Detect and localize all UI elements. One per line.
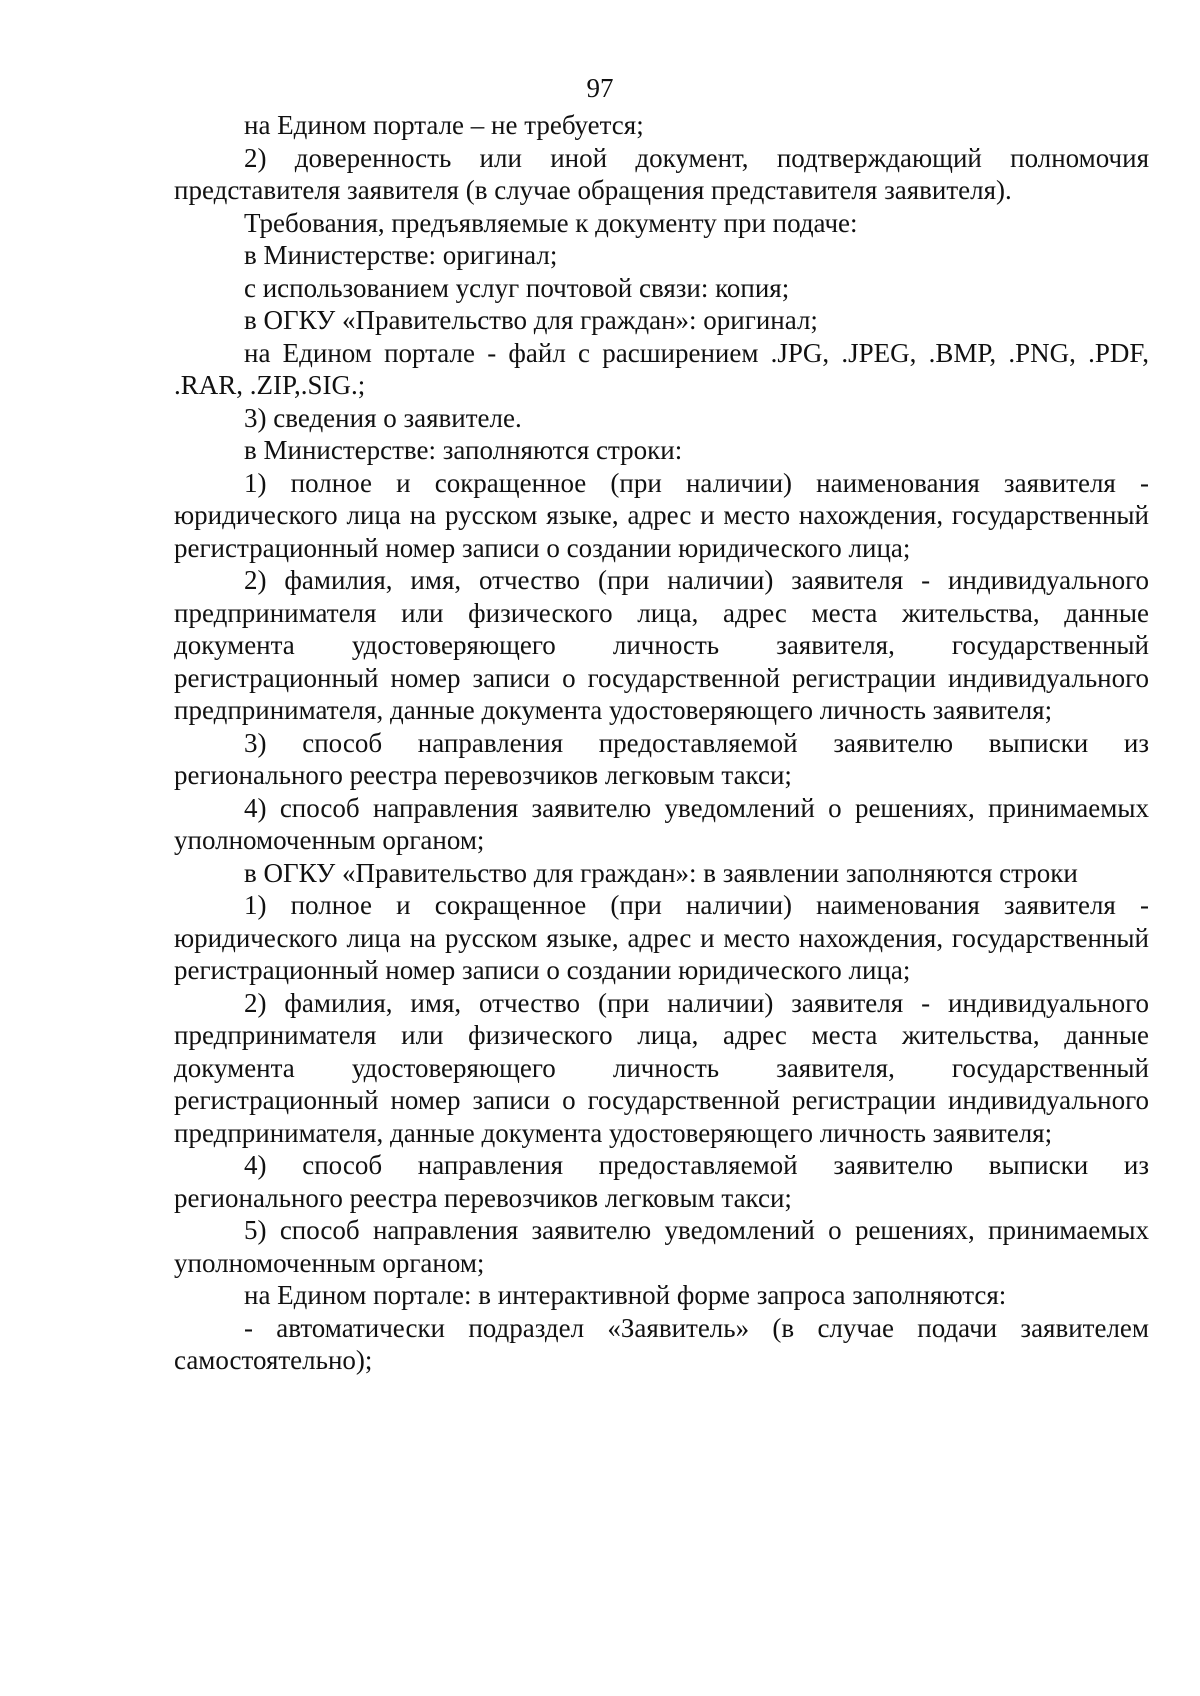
paragraph-20: - автоматически подраздел «Заявитель» (в случае подачи заявителем самостоятельно); bbox=[174, 1312, 1149, 1375]
paragraph-7: на Едином портале - файл с расширением .JPG, .JPEG, .BMP, .PNG, .PDF, .RAR, .ZIP,.SIG.; bbox=[174, 337, 1149, 400]
paragraph-11: 2) фамилия, имя, отчество (при наличии) заявителя - индивидуального предпринимателя или физического лица, адрес места жительства, данные документа удостоверяющего личность заявителя, государственный регистрационный номер записи о государственной регистрации индивидуального предпринимателя, данные документа удостоверяющего личность заявителя; bbox=[174, 565, 1149, 725]
paragraph-17: 4) способ направления предоставляемой заявителю выписки из регионального реестра перевозчиков легковым такси; bbox=[174, 1150, 1149, 1213]
paragraph-10: 1) полное и сокращенное (при наличии) наименования заявителя - юридического лица на русском языке, адрес и место нахождения, государственный регистрационный номер записи о создании юридического лица; bbox=[174, 467, 1149, 563]
paragraph-18: 5) способ направления заявителю уведомлений о решениях, принимаемых уполномоченным органом; bbox=[174, 1215, 1149, 1278]
paragraph-12: 3) способ направления предоставляемой заявителю выписки из регионального реестра перевозчиков легковым такси; bbox=[174, 727, 1149, 790]
paragraph-6: в ОГКУ «Правительство для граждан»: оригинал; bbox=[244, 305, 818, 335]
paragraph-19: на Едином портале: в интерактивной форме запроса заполняются: bbox=[244, 1280, 1007, 1310]
paragraph-3: Требования, предъявляемые к документу при подаче: bbox=[244, 207, 858, 238]
paragraph-15: 1) полное и сокращенное (при наличии) наименования заявителя - юридического лица на русском языке, адрес и место нахождения, государственный регистрационный номер записи о создании юридического лица; bbox=[174, 890, 1149, 985]
paragraph-16: 2) фамилия, имя, отчество (при наличии) заявителя - индивидуального предпринимателя или физического лица, адрес места жительства, данные документа удостоверяющего личность заявителя, государственный регистрационный номер записи о государственной регистрации индивидуального предпринимателя, данные документа удостоверяющего личность заявителя; bbox=[174, 987, 1149, 1148]
paragraph-13: 4) способ направления заявителю уведомлений о решениях, принимаемых уполномоченным органом; bbox=[174, 792, 1149, 855]
paragraph-9: в Министерстве: заполняются строки: bbox=[244, 435, 683, 465]
paragraph-4: в Министерстве: оригинал; bbox=[244, 240, 558, 270]
paragraph-5: с использованием услуг почтовой связи: копия; bbox=[244, 272, 790, 303]
paragraph-8: 3) сведения о заявителе. bbox=[244, 402, 522, 433]
paragraph-1: на Едином портале – не требуется; bbox=[244, 110, 644, 140]
paragraph-14: в ОГКУ «Правительство для граждан»: в заявлении заполняются строки bbox=[244, 857, 1078, 888]
page-number: 97 bbox=[586, 73, 614, 103]
document-body bbox=[174, 109, 1149, 1377]
paragraph-2: 2) доверенность или иной документ, подтверждающий полномочия представителя заявителя (в случае обращения представителя заявителя). bbox=[174, 142, 1149, 205]
